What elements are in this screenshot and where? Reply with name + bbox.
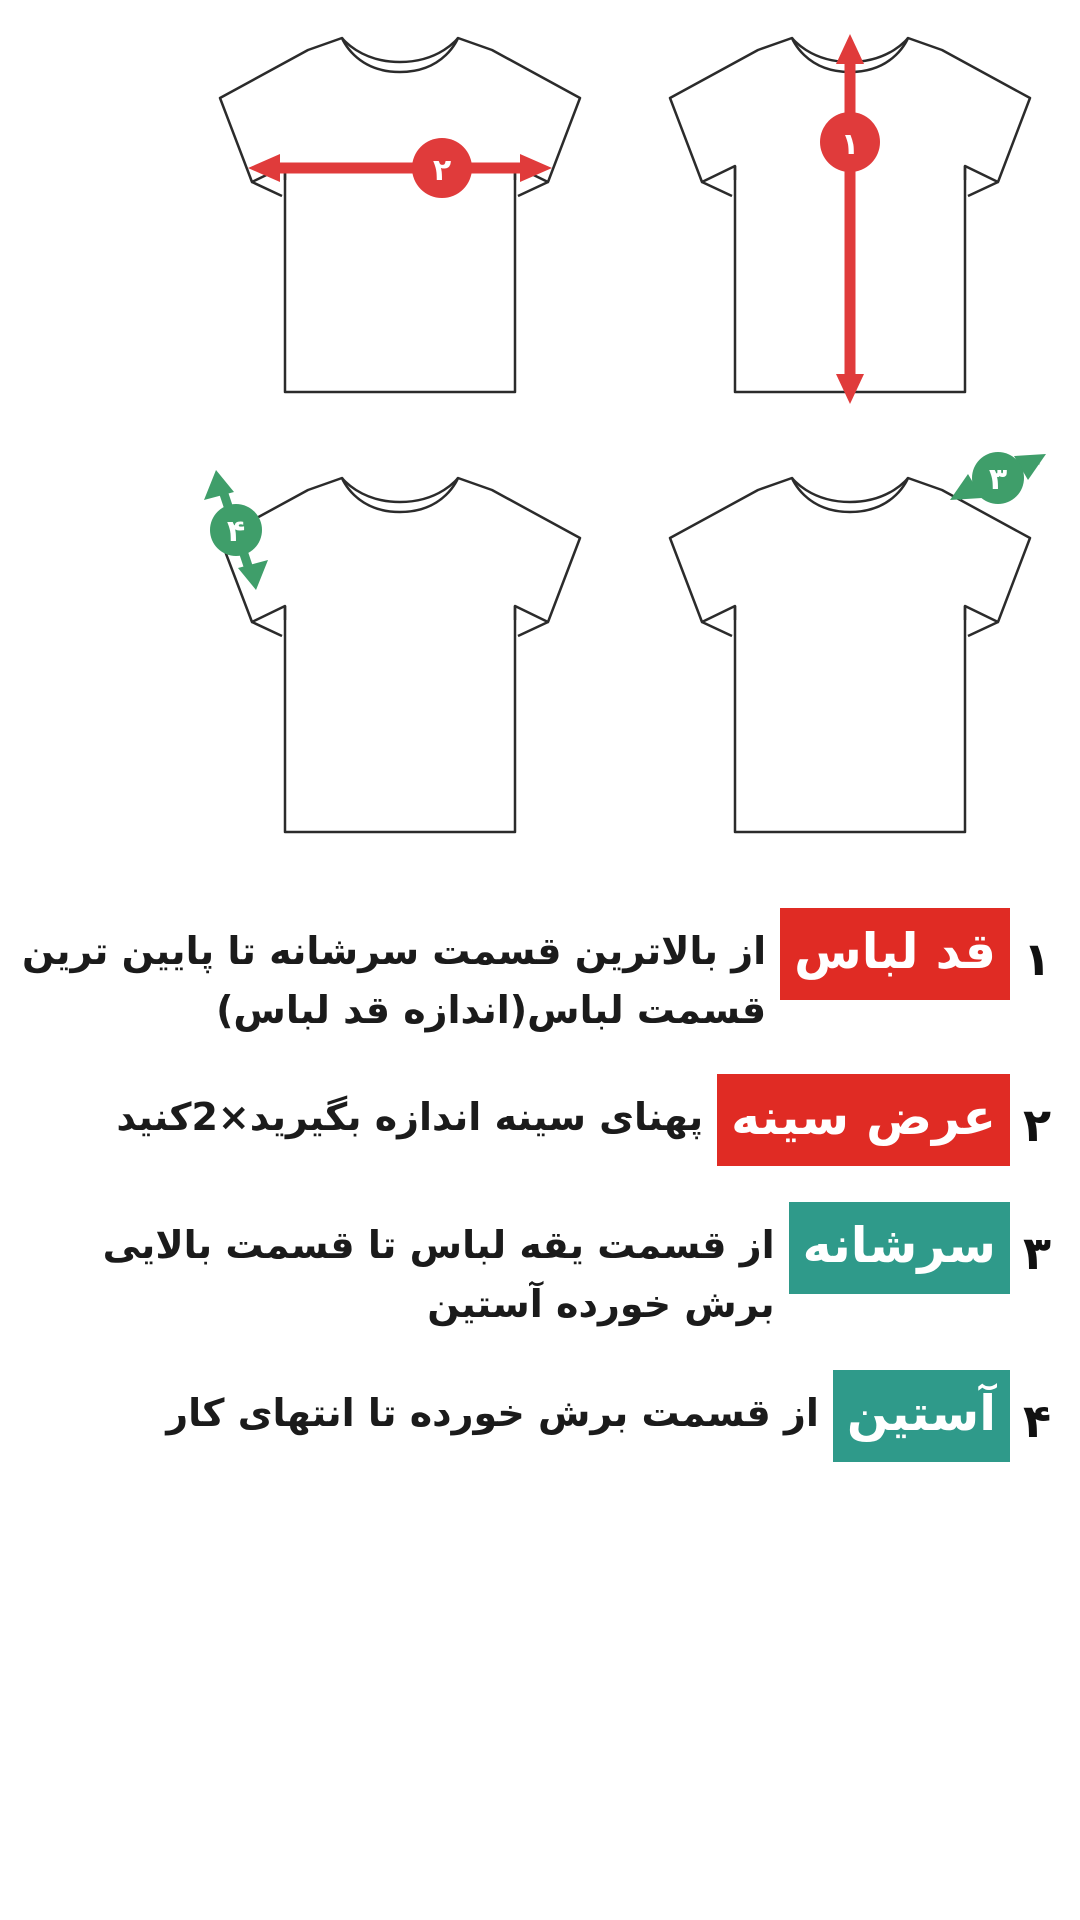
badge-3-label: ۳ — [988, 462, 1008, 497]
arrow-head-up — [836, 34, 864, 64]
legend-tag-3: سرشانه — [789, 1202, 1010, 1294]
arrow-head-right — [520, 154, 552, 182]
arrow-head-top — [204, 470, 234, 500]
legend-tag-1: قد لباس — [780, 908, 1010, 1000]
measurement-diagram — [0, 0, 1080, 890]
legend-description-3: از قسمت یقه لباس تا قسمت بالایی برش خورده آستین — [102, 1223, 775, 1327]
arrow-head-bottom — [238, 560, 268, 590]
badge-1-label: ۱ — [840, 127, 860, 162]
legend-number-4: ۴ — [1022, 1393, 1052, 1448]
shirt-diagram-shoulder — [640, 450, 1060, 870]
legend-description-1: از بالاترین قسمت سرشانه تا پایین ترین قسمت لباس(اندازه قد لباس) — [22, 929, 767, 1032]
legend-number-1: ۱ — [1022, 932, 1052, 986]
arrow-head-left — [248, 154, 280, 182]
legend-number-3: ۳ — [1022, 1226, 1052, 1281]
legend-row-4 — [22, 1370, 1058, 1462]
legend-list — [0, 900, 1080, 1920]
legend-number-2: ۲ — [1022, 1097, 1052, 1152]
arrow-head-down — [836, 374, 864, 404]
shirt-diagram-length — [640, 10, 1060, 430]
badge-2-label: ۲ — [432, 153, 452, 188]
legend-tag-4: آستین — [833, 1370, 1010, 1462]
badge-4-label: ۴ — [226, 514, 246, 549]
shirt-diagram-sleeve — [190, 450, 610, 870]
legend-tag-2: عرض سینه — [717, 1074, 1010, 1166]
legend-row-3 — [22, 1202, 1058, 1334]
shirt-diagram-chest — [190, 10, 610, 430]
legend-row-2 — [22, 1074, 1058, 1166]
legend-description-4: از قسمت برش خورده تا انتهای کار — [166, 1390, 819, 1435]
legend-row-1 — [22, 908, 1058, 1040]
legend-description-2: پهنای سینه اندازه بگیرید×2کنید — [116, 1094, 704, 1139]
